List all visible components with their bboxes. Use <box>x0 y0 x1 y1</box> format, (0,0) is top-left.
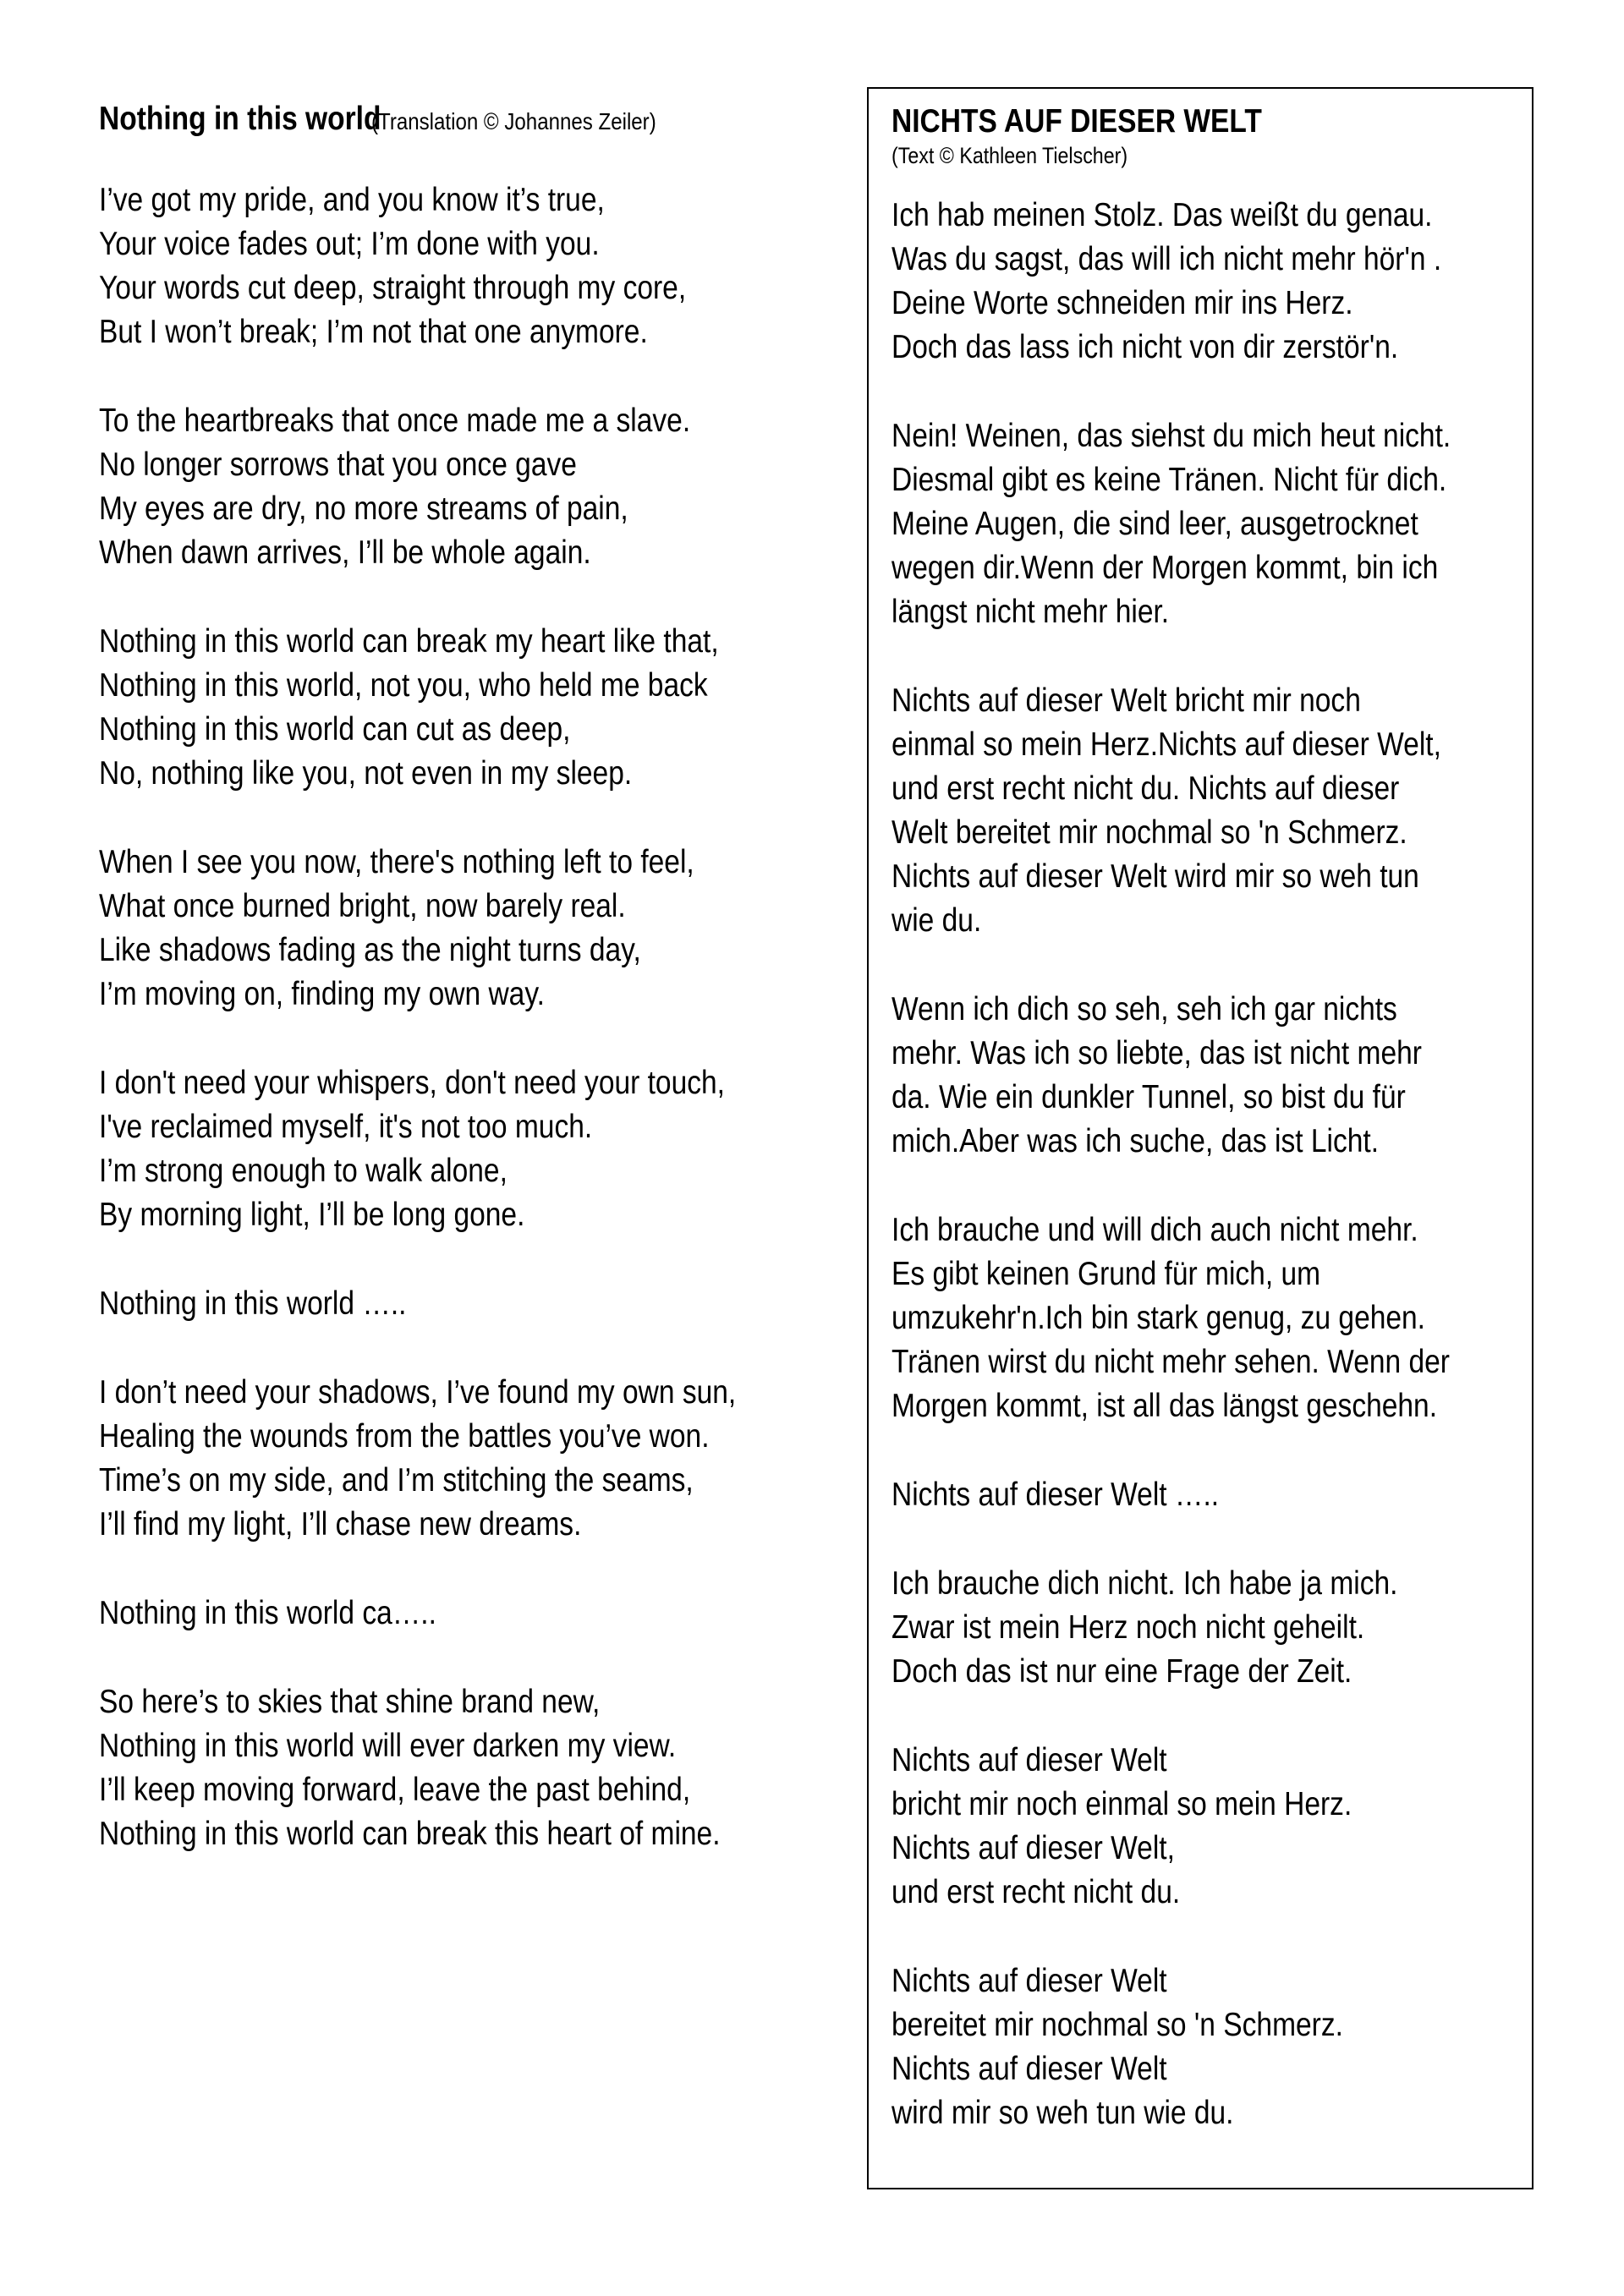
stanza <box>892 1208 1532 1428</box>
lyric-line: wird mir so weh tun wie du. <box>892 2095 1234 2131</box>
lyric-line: Your words cut deep, straight through my core, <box>99 270 687 306</box>
lyric-line: No, nothing like you, not even in my sleep. <box>99 755 633 792</box>
lyric-line: Welt bereitet mir nochmal so 'n Schmerz. <box>892 814 1407 851</box>
lyric-line: Healing the wounds from the battles you’ve won. <box>99 1418 710 1455</box>
stanza <box>99 1371 860 1547</box>
stanza <box>892 988 1532 1164</box>
lyric-line: Nothing in this world ca….. <box>99 1595 436 1631</box>
lyric-line: bricht mir noch einmal so mein Herz. <box>892 1786 1352 1822</box>
lyric-line: längst nicht mehr hier. <box>892 594 1170 630</box>
lyric-line: Nichts auf dieser Welt <box>892 2051 1167 2087</box>
lyric-line: I’ll find my light, I’ll chase new dreams. <box>99 1506 582 1543</box>
lyric-line: Wenn ich dich so seh, seh ich gar nichts <box>892 991 1397 1027</box>
stanza <box>892 1473 1532 1517</box>
lyric-line: By morning light, I’ll be long gone. <box>99 1197 525 1233</box>
lyric-line: Nothing in this world can break my heart like that, <box>99 623 719 660</box>
english-translation-credit: (Translation © Johannes Zeiler) <box>371 108 656 134</box>
lyric-line: Meine Augen, die sind leer, ausgetrocknet <box>892 506 1418 542</box>
lyric-line: When dawn arrives, I’ll be whole again. <box>99 534 591 571</box>
lyric-line: Nothing in this world will ever darken my view. <box>99 1728 677 1764</box>
stanza <box>99 399 860 575</box>
lyric-line: da. Wie ein dunkler Tunnel, so bist du für <box>892 1079 1406 1115</box>
english-title: Nothing in this world <box>99 101 381 137</box>
lyric-line: Nein! Weinen, das siehst du mich heut nicht. <box>892 418 1451 454</box>
lyric-line: Nothing in this world can cut as deep, <box>99 711 571 748</box>
lyric-line: Doch das lass ich nicht von dir zerstör'n. <box>892 329 1399 365</box>
lyric-line: Nothing in this world ….. <box>99 1285 407 1322</box>
stanza <box>99 178 860 354</box>
lyric-line: mehr. Was ich so liebte, das ist nicht mehr <box>892 1035 1422 1071</box>
lyric-line: Nothing in this world can break this heart of mine. <box>99 1816 721 1852</box>
lyric-line: Nichts auf dieser Welt bricht mir noch <box>892 682 1361 719</box>
lyric-line: I don't need your whispers, don't need your touch, <box>99 1065 725 1101</box>
stanza <box>892 1562 1532 1694</box>
lyric-line: No longer sorrows that you once gave <box>99 447 577 483</box>
lyric-line: und erst recht nicht du. <box>892 1874 1181 1910</box>
lyric-line: einmal so mein Herz.Nichts auf dieser Welt, <box>892 726 1441 763</box>
lyric-line: But I won’t break; I’m not that one anymore. <box>99 314 648 350</box>
lyric-line: Nichts auf dieser Welt <box>892 1742 1167 1778</box>
lyric-line: So here’s to skies that shine brand new, <box>99 1684 601 1720</box>
lyric-line: My eyes are dry, no more streams of pain, <box>99 490 628 527</box>
stanza <box>99 620 860 796</box>
lyric-line: Time’s on my side, and I’m stitching the seams, <box>99 1462 694 1499</box>
lyric-line: What once burned bright, now barely real. <box>99 888 626 924</box>
lyric-line: Nothing in this world, not you, who held me back <box>99 667 708 704</box>
lyric-line: Morgen kommt, ist all das längst geschehn. <box>892 1388 1438 1424</box>
stanza <box>892 1739 1532 1915</box>
lyric-line: I’ve got my pride, and you know it’s true, <box>99 182 605 218</box>
lyric-line: bereitet mir nochmal so 'n Schmerz. <box>892 2007 1343 2043</box>
german-lyrics-box <box>867 87 1533 2189</box>
lyric-line: Was du sagst, das will ich nicht mehr hör'n . <box>892 241 1442 277</box>
german-text-credit: (Text © Kathleen Tielscher) <box>892 143 1128 168</box>
lyric-line: mich.Aber was ich suche, das ist Licht. <box>892 1123 1380 1159</box>
lyric-line: Nichts auf dieser Welt wird mir so weh tun <box>892 858 1419 895</box>
english-lyrics-column <box>99 97 860 1856</box>
lyric-line: I’m moving on, finding my own way. <box>99 976 545 1012</box>
german-title: NICHTS AUF DIESER WELT <box>892 103 1262 140</box>
stanza <box>99 1592 860 1636</box>
stanza <box>99 1061 860 1237</box>
lyric-line: Diesmal gibt es keine Tränen. Nicht für dich. <box>892 462 1447 498</box>
english-title-line <box>99 97 860 141</box>
stanza <box>892 679 1532 943</box>
lyric-line: When I see you now, there's nothing left to feel, <box>99 844 694 880</box>
german-stanzas <box>892 194 1532 2135</box>
lyric-line: I’m strong enough to walk alone, <box>99 1153 508 1189</box>
lyric-line: Doch das ist nur eine Frage der Zeit. <box>892 1653 1352 1690</box>
lyric-line: Zwar ist mein Herz noch nicht geheilt. <box>892 1609 1365 1646</box>
lyric-line: Nichts auf dieser Welt, <box>892 1830 1175 1866</box>
lyric-line: Ich brauche dich nicht. Ich habe ja mich. <box>892 1565 1398 1602</box>
lyric-line: Tränen wirst du nicht mehr sehen. Wenn der <box>892 1344 1450 1380</box>
stanza <box>892 414 1532 634</box>
stanza <box>99 1282 860 1326</box>
stanza <box>99 841 860 1016</box>
lyric-line: Like shadows fading as the night turns day, <box>99 932 641 968</box>
stanza <box>892 1959 1532 2135</box>
lyric-line: Ich brauche und will dich auch nicht mehr. <box>892 1212 1418 1248</box>
lyric-line: umzukehr'n.Ich bin stark genug, zu gehen. <box>892 1300 1426 1336</box>
stanza <box>892 194 1532 370</box>
lyric-line: Es gibt keinen Grund für mich, um <box>892 1256 1321 1292</box>
lyric-line: wie du. <box>892 902 982 939</box>
lyric-line: Ich hab meinen Stolz. Das weißt du genau. <box>892 197 1433 233</box>
lyric-line: I've reclaimed myself, it's not too much. <box>99 1109 593 1145</box>
lyric-line: Deine Worte schneiden mir ins Herz. <box>892 285 1353 321</box>
lyric-line: wegen dir.Wenn der Morgen kommt, bin ich <box>892 550 1439 586</box>
lyric-line: Your voice fades out; I’m done with you. <box>99 226 600 262</box>
lyric-line: Nichts auf dieser Welt <box>892 1963 1167 1999</box>
english-stanzas <box>99 178 860 1856</box>
stanza <box>99 1680 860 1856</box>
lyric-line: und erst recht nicht du. Nichts auf dieser <box>892 770 1400 807</box>
lyric-line: I don’t need your shadows, I’ve found my own sun, <box>99 1374 737 1411</box>
lyric-line: Nichts auf dieser Welt ….. <box>892 1477 1220 1513</box>
lyric-line: I’ll keep moving forward, leave the past behind, <box>99 1772 691 1808</box>
lyric-line: To the heartbreaks that once made me a slave. <box>99 403 691 439</box>
